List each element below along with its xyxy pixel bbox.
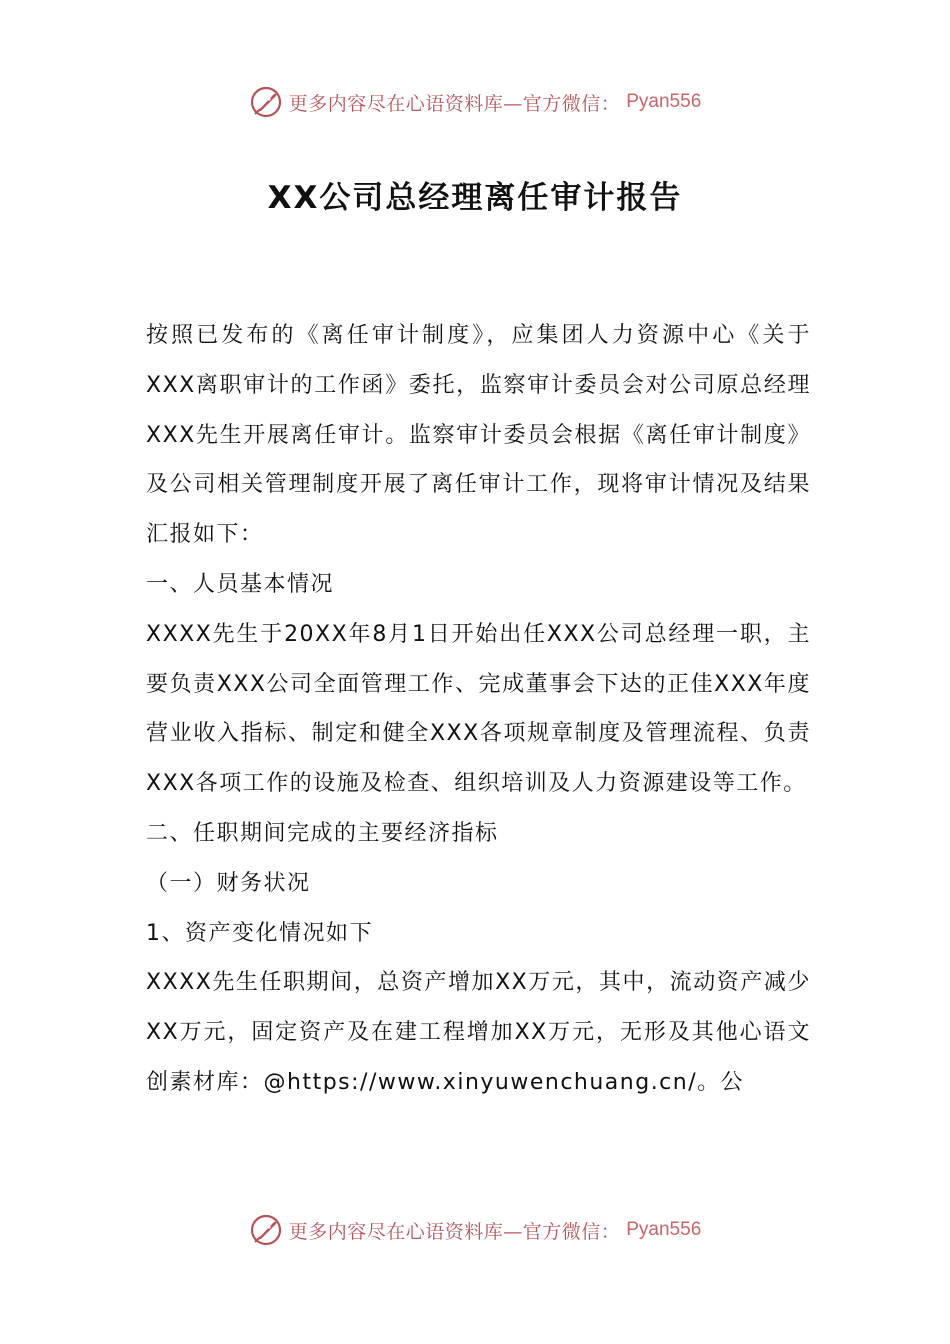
- item-heading: 1、资产变化情况如下: [146, 920, 373, 946]
- watermark-text: 更多内容尽在心语资料库—官方微信：: [288, 92, 621, 115]
- watermark-text: 更多内容尽在心语资料库—官方微信：: [288, 1220, 621, 1243]
- watermark-wechat-id: Pyan556: [626, 1219, 702, 1240]
- body-paragraph: XXXX先生任职期间，总资产增加XX万元，其中，流动资产减少XX万元，固定资产及在建工程增加XX万元，无形及其他心语文创素材库：@https://www.xinyuwenchuang.cn/。公: [146, 970, 811, 1095]
- quill-logo-icon: [249, 85, 283, 119]
- section-heading: 一、人员基本情况: [146, 571, 335, 597]
- subsection-heading: （一）财务状况: [146, 870, 311, 896]
- section-heading: 二、任职期间完成的主要经济指标: [146, 820, 499, 846]
- header-watermark: [0, 82, 950, 122]
- document-body: [146, 311, 811, 1108]
- document-title: XX公司总经理离任审计报告: [267, 180, 683, 216]
- quill-logo-icon: [249, 1213, 283, 1247]
- footer-watermark: [0, 1210, 950, 1250]
- intro-paragraph: 按照已发布的《离任审计制度》，应集团人力资源中心《关于XXX离职审计的工作函》委托，监察审计委员会对公司原总经理XXX先生开展离任审计。监察审计委员会根据《离任审计制度》及公司相关管理制度开展了离任审计工作，现将审计情况及结果汇报如下：: [146, 323, 811, 548]
- watermark-wechat-id: Pyan556: [626, 91, 702, 112]
- body-paragraph: XXXX先生于20XX年8月1日开始出任XXX公司总经理一职，主要负责XXX公司全面管理工作、完成董事会下达的正佳XXX年度营业收入指标、制定和健全XXX各项规章制度及管理流程、负责XXX各项工作的设施及检查、组织培训及人力资源建设等工作。: [146, 621, 811, 797]
